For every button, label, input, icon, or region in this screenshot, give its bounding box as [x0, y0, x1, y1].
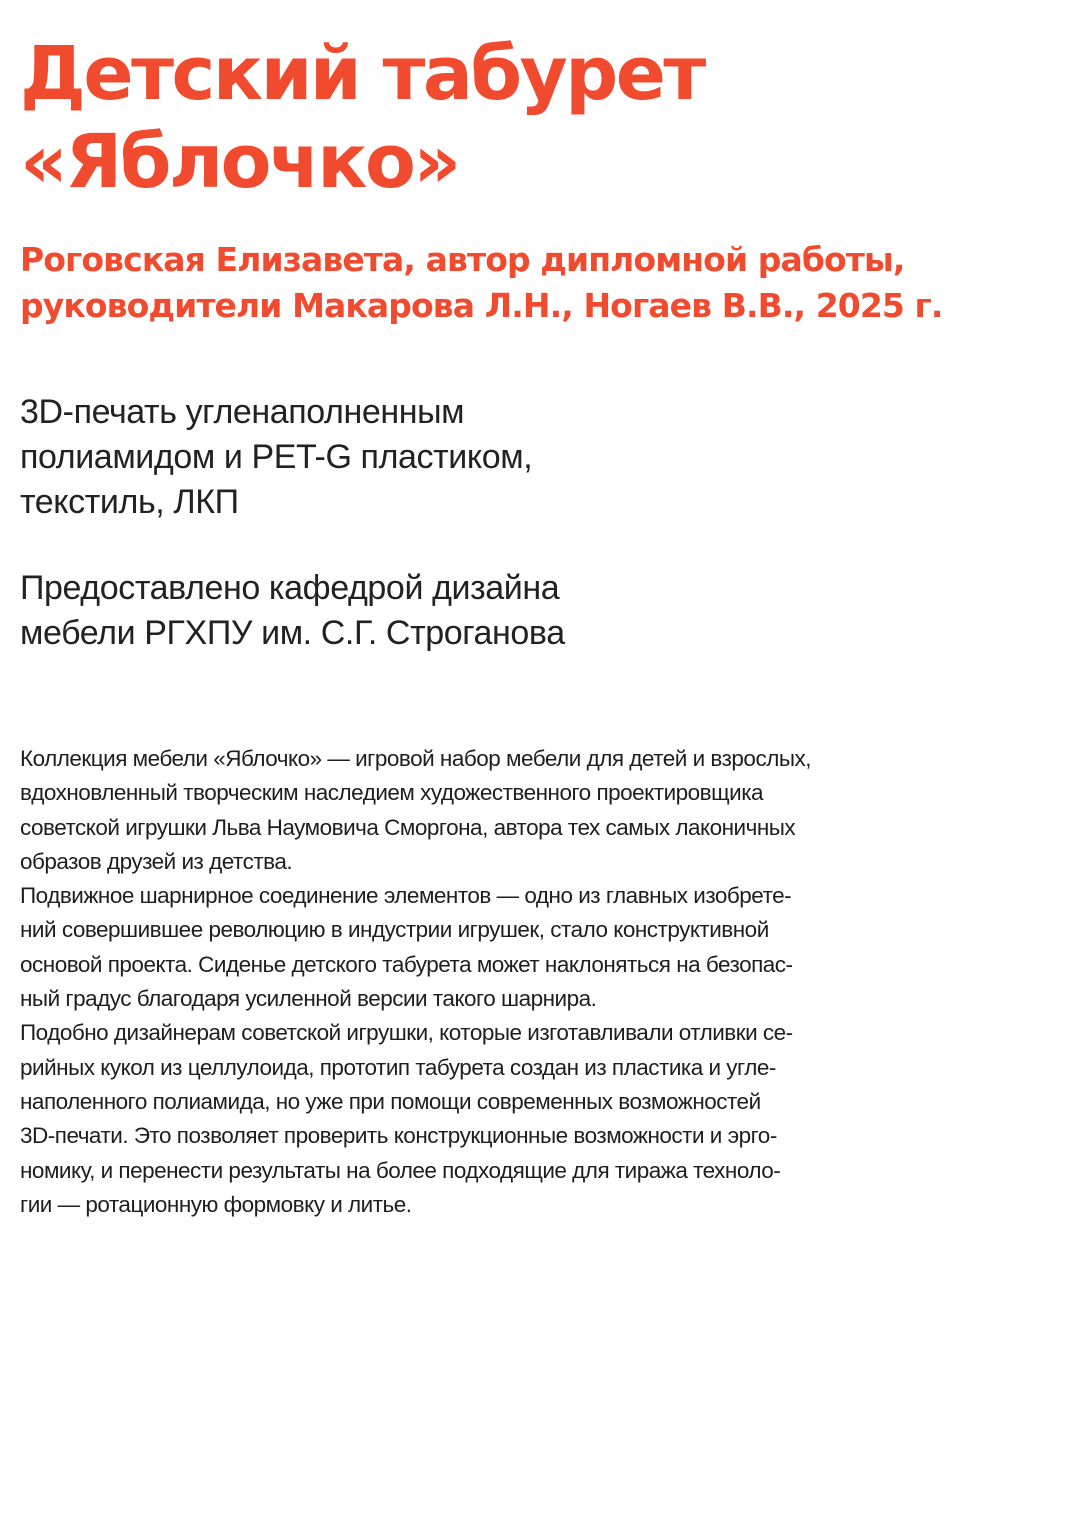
- description-line: советской игрушки Льва Наумовича Сморгона, автора тех самых лаконичных: [20, 814, 796, 840]
- authors-credit: [20, 237, 1060, 329]
- authors-line-1: Роговская Елизавета, автор дипломной работы,: [20, 240, 905, 279]
- description-line: ний совершившее революцию в индустрии игрушек, стало конструктивной: [20, 917, 769, 943]
- title-line-2: «Яблочко»: [20, 119, 459, 205]
- description-line: номику, и перенести результаты на более подходящие для тиража техноло-: [20, 1157, 781, 1183]
- materials-block: [20, 390, 1020, 525]
- description-line: ный градус благодаря усиленной версии такого шарнира.: [20, 986, 597, 1012]
- authors-line-2: руководители Макарова Л.Н., Ногаев В.В., 2025 г.: [20, 286, 943, 325]
- description-line: основой проекта. Сиденье детского табурета может наклоняться на безопас-: [20, 951, 793, 977]
- materials-line-1: 3D-печать угленаполненным: [20, 393, 465, 431]
- description-line: образов друзей из детства.: [20, 848, 293, 874]
- title-line-1: Детский табурет: [20, 31, 704, 117]
- description-line: Подвижное шарнирное соединение элементов — одно из главных изобрете-: [20, 883, 792, 909]
- materials-line-3: текстиль, ЛКП: [20, 483, 239, 521]
- provided-line-1: Предоставлено кафедрой дизайна: [20, 569, 560, 607]
- materials-line-2: полиамидом и PET-G пластиком,: [20, 438, 533, 476]
- description-line: гии — ротационную формовку и литье.: [20, 1191, 412, 1217]
- provided-line-2: мебели РГХПУ им. С.Г. Строганова: [20, 614, 565, 652]
- description-line: рийных кукол из целлулоида, прототип табурета создан из пластика и угле-: [20, 1054, 776, 1080]
- page-title: [20, 30, 1020, 206]
- description-line: вдохновленный творческим наследием художественного проектировщика: [20, 780, 764, 806]
- description-text: [20, 742, 1060, 1222]
- description-line: Подобно дизайнерам советской игрушки, которые изготавливали отливки се-: [20, 1020, 793, 1046]
- description-line: наполенного полиамида, но уже при помощи современных возможностей: [20, 1088, 761, 1114]
- description-line: 3D-печати. Это позволяет проверить конструкционные возможности и эрго-: [20, 1123, 777, 1149]
- description-line: Коллекция мебели «Яблочко» — игровой набор мебели для детей и взрослых,: [20, 746, 812, 771]
- provided-by-block: [20, 566, 1020, 656]
